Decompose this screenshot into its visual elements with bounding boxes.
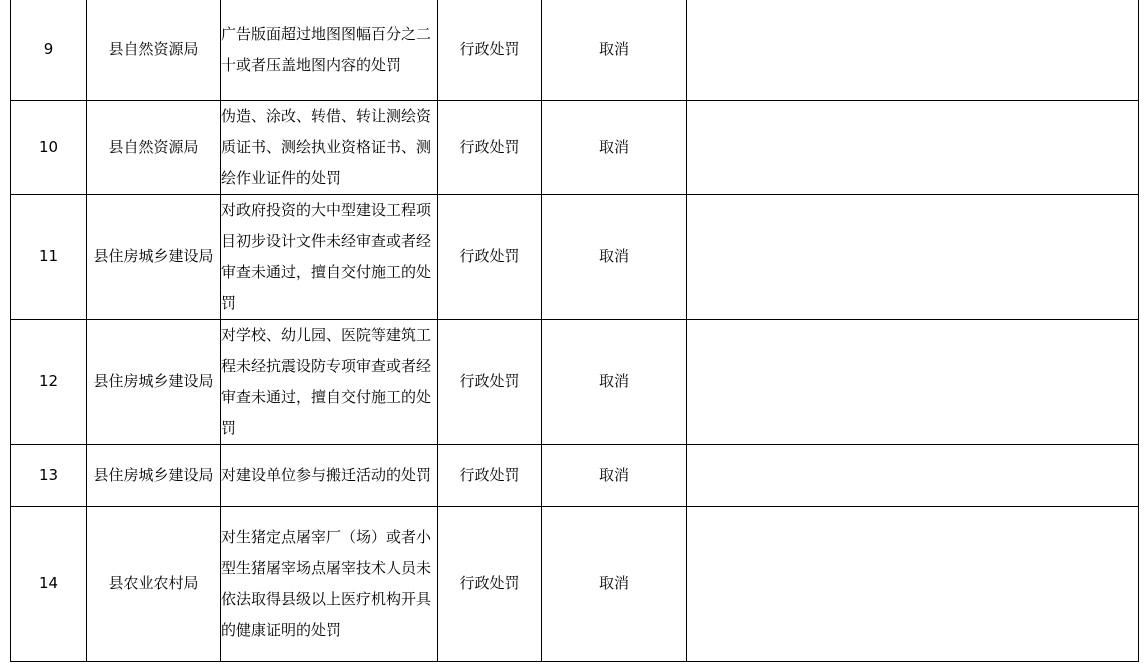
item-type-cell: 行政处罚	[438, 100, 542, 194]
item-name-cell: 对学校、幼儿园、医院等建筑工程未经抗震设防专项审查或者经审查未通过，擅自交付施工的处罚	[221, 319, 438, 444]
table-row	[11, 0, 1139, 100]
item-name-cell: 广告版面超过地图图幅百分之二十或者压盖地图内容的处罚	[221, 0, 438, 100]
department-cell: 县住房城乡建设局	[87, 319, 221, 444]
action-cell: 取消	[542, 506, 687, 661]
row-number: 12	[11, 319, 87, 444]
item-type-cell: 行政处罚	[438, 444, 542, 506]
note-cell	[687, 444, 1139, 506]
action-cell: 取消	[542, 319, 687, 444]
department-cell: 县自然资源局	[87, 0, 221, 100]
note-cell	[687, 100, 1139, 194]
action-cell: 取消	[542, 0, 687, 100]
table-row	[11, 444, 1139, 506]
item-name-cell: 对政府投资的大中型建设工程项目初步设计文件未经审查或者经审查未通过，擅自交付施工的处罚	[221, 194, 438, 319]
item-name-cell: 对建设单位参与搬迁活动的处罚	[221, 444, 438, 506]
row-number: 11	[11, 194, 87, 319]
item-type-cell: 行政处罚	[438, 506, 542, 661]
item-type-cell: 行政处罚	[438, 319, 542, 444]
action-cell: 取消	[542, 194, 687, 319]
table-row	[11, 100, 1139, 194]
row-number: 10	[11, 100, 87, 194]
row-number: 9	[11, 0, 87, 100]
department-cell: 县农业农村局	[87, 506, 221, 661]
note-cell	[687, 194, 1139, 319]
table-row	[11, 194, 1139, 319]
action-cell: 取消	[542, 444, 687, 506]
note-cell	[687, 319, 1139, 444]
table-row	[11, 506, 1139, 661]
department-cell: 县住房城乡建设局	[87, 444, 221, 506]
row-number: 14	[11, 506, 87, 661]
power-list-table	[10, 0, 1139, 662]
department-cell: 县住房城乡建设局	[87, 194, 221, 319]
note-cell	[687, 0, 1139, 100]
action-cell: 取消	[542, 100, 687, 194]
row-number: 13	[11, 444, 87, 506]
item-type-cell: 行政处罚	[438, 0, 542, 100]
item-name-cell: 对生猪定点屠宰厂（场）或者小型生猪屠宰场点屠宰技术人员未依法取得县级以上医疗机构开具的健康证明的处罚	[221, 506, 438, 661]
department-cell: 县自然资源局	[87, 100, 221, 194]
item-type-cell: 行政处罚	[438, 194, 542, 319]
item-name-cell: 伪造、涂改、转借、转让测绘资质证书、测绘执业资格证书、测绘作业证件的处罚	[221, 100, 438, 194]
note-cell	[687, 506, 1139, 661]
table-row	[11, 319, 1139, 444]
